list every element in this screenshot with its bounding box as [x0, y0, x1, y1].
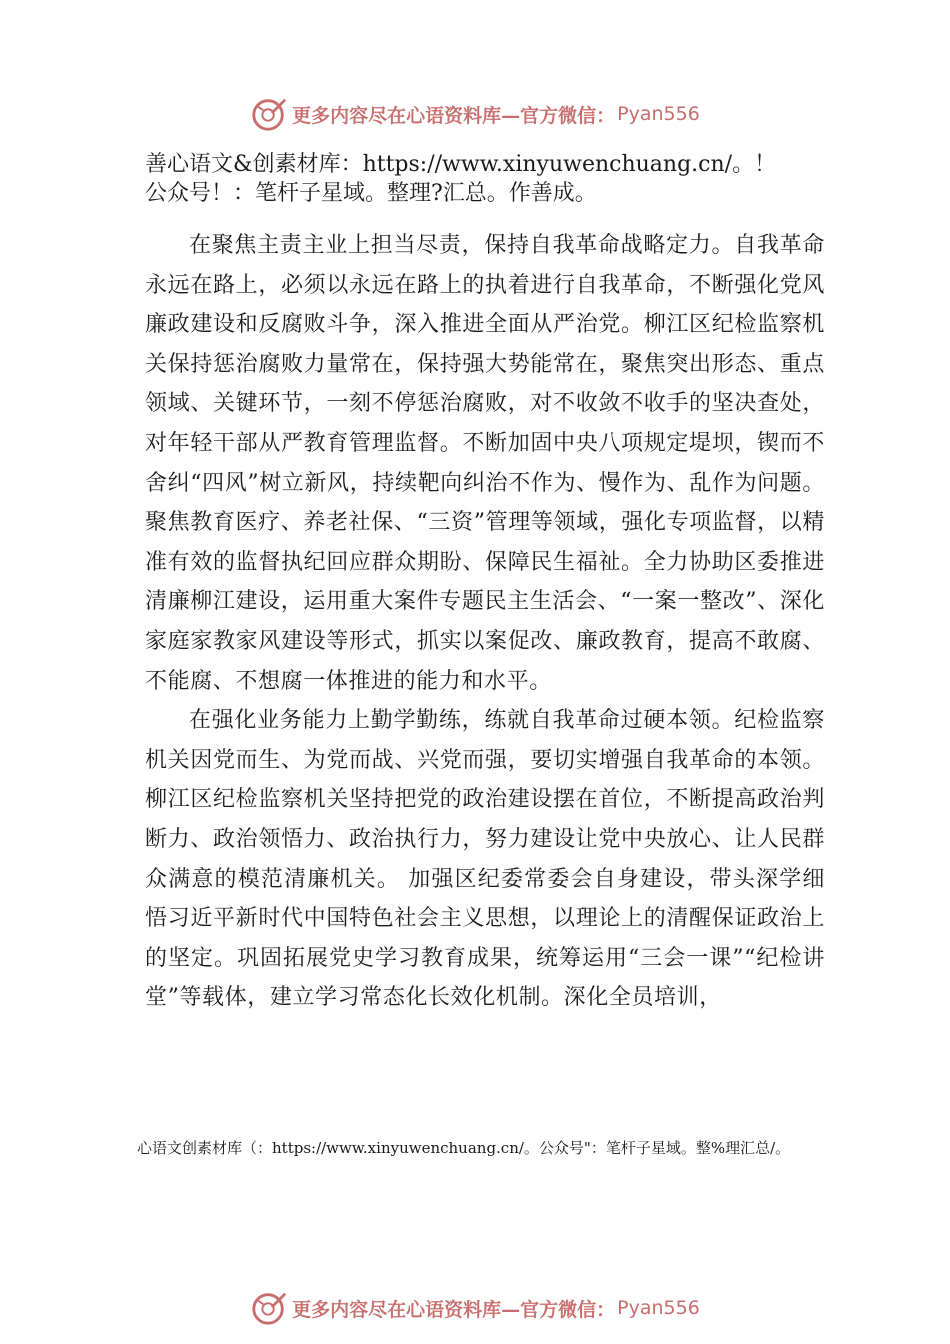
header-line-2: 公众号！：笔杆子星域。整理?汇总。作善成。: [145, 181, 597, 206]
header-line-1: 善心语文&创素材库：https://www.xinyuwenchuang.cn/。！: [145, 152, 777, 177]
top-banner: [0, 92, 950, 136]
banner-text: 更多内容尽在心语资料库—官方微信：: [292, 104, 616, 127]
pen-logo-icon: [250, 95, 288, 133]
paragraph-1: 在聚焦主责主业上担当尽责，保持自我革命战略定力。自我革命永远在路上，必须以永远在路上的执着进行自我革命，不断强化党风廉政建设和反腐败斗争，深入推进全面从严治党。柳江区纪检监察机关保持惩治腐败力量常在，保持强大势能常在，聚焦突出形态、重点领域、关键环节，一刻不停惩治腐败，对不收敛不收手的坚决查处，对年轻干部从严教育管理监督。不断加固中央八项规定堤坝，锲而不舍纠“四风”树立新风，持续靶向纠治不作为、慢作为、乱作为问题。聚焦教育医疗、养老社保、“三资”管理等领域，强化专项监督，以精准有效的监督执纪回应群众期盼、保障民生福祉。全力协助区委推进清廉柳江建设，运用重大案件专题民主生活会、“一案一整改”、深化家庭家教家风建设等形式，抓实以案促改、廉政教育，提高不敢腐、不能腐、不想腐一体推进的能力和水平。: [145, 233, 825, 694]
banner-text: 更多内容尽在心语资料库—官方微信：: [292, 1298, 616, 1321]
bottom-banner: [0, 1286, 950, 1330]
footer-note: 心语文创素材库（：https://www.xinyuwenchuang.cn/。公众号"：笔杆子星域。整%理汇总/。: [137, 1139, 791, 1157]
banner-wechat-id: Pyan556: [617, 1297, 700, 1319]
banner-wechat-id: Pyan556: [617, 103, 700, 125]
paragraph-2: 在强化业务能力上勤学勤练，练就自我革命过硬本领。纪检监察机关因党而生、为党而战、兴党而强，要切实增强自我革命的本领。柳江区纪检监察机关坚持把党的政治建设摆在首位，不断提高政治判断力、政治领悟力、政治执行力，努力建设让党中央放心、让人民群众满意的模范清廉机关。 加强区纪委常委会自身建设，带头深学细悟习近平新时代中国特色社会主义思想，以理论上的清醒保证政治上的坚定。巩固拓展党史学习教育成果，统筹运用“三会一课”“纪检讲堂”等载体，建立学习常态化长效化机制。深化全员培训，: [145, 708, 825, 1011]
document-body: [145, 150, 825, 1018]
pen-logo-icon: [250, 1289, 288, 1327]
